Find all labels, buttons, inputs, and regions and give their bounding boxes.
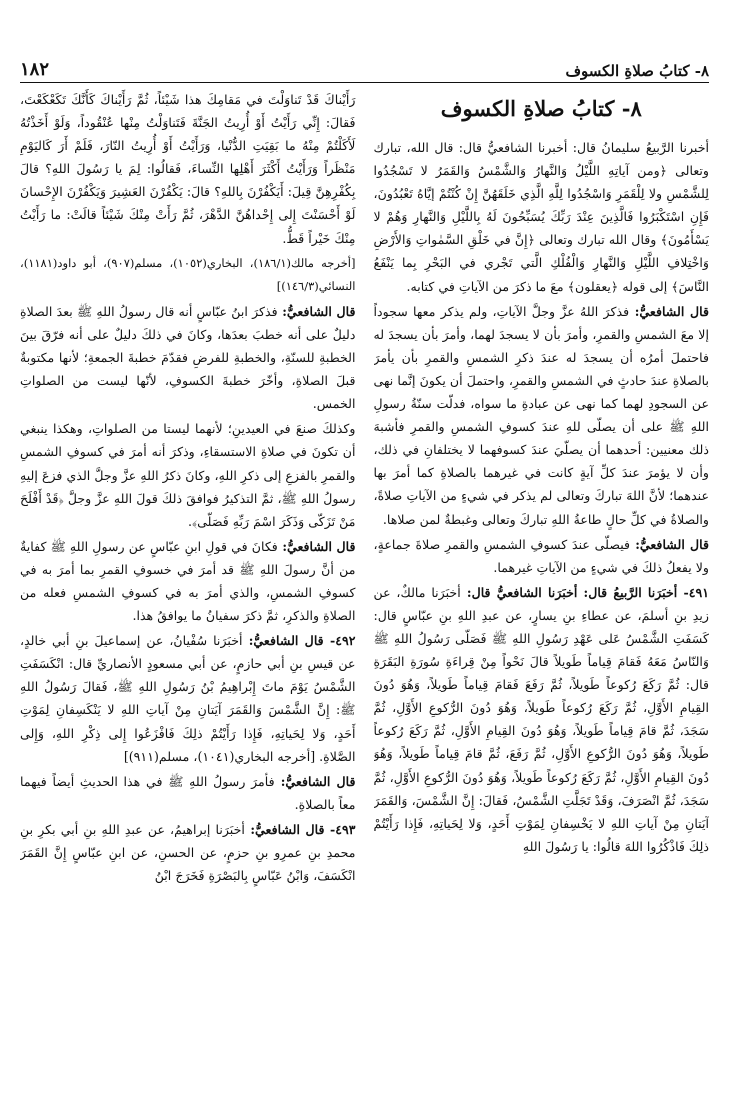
- paragraph: [20, 818, 356, 887]
- paragraph: [374, 533, 710, 579]
- paragraph-text: فيصلّى عندَ كسوفِ الشمسِ والقمرِ صلاةَ جماعةٍ، ولا يفعلُ ذلكَ في شيءٍ من الآياتِ غيرهما.: [373, 536, 709, 575]
- chapter-title: ٨- كتابُ صلاةِ الكسوف: [440, 96, 642, 121]
- paragraph: [20, 88, 356, 250]
- paragraph-text: [أخرجه مالك(١٨٦/١)، البخاري(١٠٥٢)، مسلم(٩٠٧)، أبو داود(١١٨١)، النسائي(١٤٦/٣)]: [20, 255, 356, 293]
- paragraph-text: فكانَ في قولِ ابنِ عبّاسٍ عن رسولِ اللهِ ﷺ كفايةٌ من أنَّ رسولَ اللهِ ﷺ قد أمرَ في خسوفِ القمرِ بما أمرَ به في كسوفِ الشمسِ، والذي أمرَ به في كسوفِ الشمسِ فعله من الصلاةِ والذكرِ، ثمَّ ذكرَ سفيانُ ما يوافقُ هذا.: [20, 538, 356, 624]
- paragraph-text: أخبَرَنا مالكٌ، عن زيدِ بنِ أسلمَ، عن عطاءِ بنِ يسارٍ، عن عبدِ اللهِ بنِ عبّاسٍ قال: كَسَفَتِ الشَّمْسُ عَلى عَهْدِ رَسُولِ اللهِ ﷺ فَصَلّى رَسُولُ اللهِ ﷺ وَالنّاسُ مَعَهُ فَقامَ قِياماً طَويلاً قالَ نَحْواً مِنْ قِراءَةِ سُورَةِ البَقَرَةِ قال: ثُمَّ رَكَعَ رُكوعاً طَويلاً، ثُمَّ رَفَعَ فَقامَ قِياماً طَويلاً، وَهُوَ دُونَ القِيامِ الأَوَّلِ، ثُمَّ رَكَعَ رُكوعاً طَويلاً، وَهُوَ دُونَ الرُّكوعِ الأَوَّلِ، ثُمَّ سَجَدَ، ثُمَّ قامَ قِياماً طَويلاً، وَهُوَ دُونَ القِيامِ الأَوَّلِ، ثُمَّ رَكَعَ رُكوعاً طَويلاً، وَهُوَ دُونَ الرُّكوعِ الأَوَّلِ، ثُمَّ رَفَعَ، ثُمَّ قامَ قِياماً طَويلاً، وَهُوَ دُونَ القِيامِ الأَوَّلِ، ثُمَّ رَكَعَ رُكوعاً طَويلاً، وَهُوَ دُونَ الرُّكوعِ الأَوَّلِ، ثُمَّ سَجَدَ، ثُمَّ انْصَرَفَ، وَقَدْ تَجَلَّتِ الشَّمْسُ، فَقالَ: إِنَّ الشَّمْسَ، وَالقَمَرَ آيَتانِ مِنْ آياتِ اللهِ لا يَخْسِفانِ لِمَوْتِ أَحَدٍ، وَلا لِحَياتِهِ، فَإِذا رَأَيْتُمْ ذلِكَ فَاذْكُرُوا اللهَ قالُوا: يا رَسُولَ اللهِ: [373, 584, 709, 854]
- paragraph-lead: ٤٩٢- قال الشافعيُّ:: [242, 633, 356, 649]
- paragraph-lead: قال الشافعيُّ:: [629, 303, 709, 319]
- paragraph-lead: قال الشافعيُّ:: [277, 303, 356, 319]
- paragraph-lead: قال الشافعيُّ:: [630, 536, 709, 552]
- paragraph: [374, 136, 710, 298]
- paragraph-text: وكذلكَ صنعَ في العيدينِ؛ لأنهما ليستا من الصلواتِ، وهكذا ينبغي أن تكونَ في صلاةِ الاستسقاءِ، وذكرَ أنه أمرَ في كسوفِ الشمسِ والقمرِ بالفزعِ إلى ذكرِ اللهِ، وكانَ ذكرُ اللهِ عزَّ وجلَّ الذي فزعَ إليهِ رسولُ اللهِ ﷺ، ثمَّ التذكيرُ فوافقَ ذلكَ قولَ اللهِ عزَّ وجلَّ ﴿قَدْ أَفْلَحَ مَنْ تَزَكّى وَذَكَرَ اسْمَ رَبِّهِ فَصَلّى﴾.: [20, 421, 356, 529]
- paragraph-lead: قال الشافعيُّ:: [277, 538, 356, 554]
- paragraph-lead: قال الشافعيُّ:: [274, 773, 356, 789]
- paragraph: [374, 581, 710, 858]
- paragraph-text: فأمرَ رسولُ اللهِ ﷺ في هذا الحديثِ أيضاً فيهما معاً بالصلاةِ.: [20, 773, 356, 812]
- paragraph: [20, 629, 356, 768]
- paragraph-text: فذكرَ اللهُ عزَّ وجلَّ الآياتِ، ولم يذكر معها سجوداً إلا معَ الشمسِ والقمرِ، وأمرَ بأن لا يسجدَ لهما، وأمرَ بأن يسجدَ له فاحتملَ أمرُه أن يسجدَ له عندَ ذكرِ الشمسِ والقمرِ بأن يأمرَ بالصلاةِ عندَ حادثٍ في الشمسِ والقمرِ، واحتملَ أن يكونَ إنَّما نهى عن السجودِ لهما كما نهى عن عبادةِ ما سواه، فدلّت سنّةُ رسولِ اللهِ ﷺ على أن يصلّى للهِ عندَ كسوفِ الشمسِ والقمرِ فأشبهَ ذلك معنيين: أحدهما أن يصلّيَ عندَ كسوفهما لا يختلفانِ في ذلك، وأن لا يؤمرَ عندَ كلِّ آيةٍ كانت في غيرهما بالصلاةِ كما أمرَ بها عندهما؛ لأنَّ اللهَ تباركَ وتعالى لم يذكر في شيءٍ من الآياتِ صلاةً، والصلاةُ في كلِّ حالٍ طاعةُ اللهِ تباركَ وتعالى وغبطةٌ لمن صلاها.: [373, 303, 709, 527]
- right-column: [374, 88, 710, 1097]
- paragraph-text: رَأَيْناكَ قَدْ تَناوَلْتَ في مَقامِكَ هذا شَيْئاً، ثُمَّ رَأَيْناكَ كَأَنَّكَ تَكَعْكَعْتَ، فَقالَ: إِنِّي رَأَيْتُ أَوْ أُرِيتُ الجَنَّةَ فَتَناوَلْتُ مِنْها عُنْقُوداً، وَلَوْ أَخَذْتُهُ لَأَكَلْتُمْ مِنْهُ ما بَقِيَتِ الدُّنْيا، وَرَأَيْتُ أَوْ أُرِيتُ النّارَ، فَلَمْ أَرَ كَاليَوْمِ مَنْظَراً وَرَأَيْتُ أَكْثَرَ أَهْلِها النِّساءَ، فَقالُوا: لِمَ يا رَسُولَ اللهِ؟ قالَ بِكُفْرِهِنَّ قِيلَ: أَيَكْفُرْنَ بِاللهِ؟ قالَ: يَكْفُرْنَ العَشِيرَ وَيَكْفُرْنَ الإِحْسانَ لَوْ أَحْسَنْتَ إِلى إِحْداهُنَّ الدَّهْرَ، ثُمَّ رَأَتْ مِنْكَ شَيْئاً قالَتْ: ما رَأَيْتُ مِنْكَ خَيْراً قَطُّ.: [20, 92, 356, 246]
- running-title: ٨- كتابُ صلاةِ الكسوف: [565, 62, 709, 80]
- paragraph: [20, 252, 356, 298]
- paragraph: [374, 300, 710, 531]
- page-number: ١٨٢: [20, 59, 50, 80]
- paragraph-lead: ٤٩٣- قال الشافعيُّ:: [244, 821, 356, 837]
- paragraph-text: أخبَرَنا سُفْيانُ، عن إسماعيلَ بنِ أبي خالدٍ، عن قيسِ بنِ أبي حازمٍ، عن أبي مسعودٍ الأنصاريِّ قال: انْكَسَفَتِ الشَّمْسُ يَوْمَ ماتَ إِبْراهِيمُ بْنُ رَسُولِ اللهِ ﷺ، فَقالَ رَسُولُ اللهِ ﷺ: إِنَّ الشَّمْسَ وَالقَمَرَ آيَتانِ مِنْ آياتِ اللهِ لا يَنْكَسِفانِ لِمَوْتِ أَحَدٍ، وَلا لِحَياتِهِ، فَإِذا رَأَيْتُمْ ذلِكَ فَافْزَعُوا إِلى ذِكْرِ اللهِ، وَإِلى الصَّلاةِ. [أخرجه البخاري(١٠٤١)، مسلم(٩١١)]: [20, 633, 356, 764]
- paragraph-text: أخبَرَنا إبراهيمُ، عن عبدِ اللهِ بنِ أبي بكرِ بنِ محمدِ بنِ عمرِو بنِ حزمٍ، عن الحسنِ، عن ابنِ عبّاسٍ إِنَّ القَمَرَ انْكَسَفَ، وَابْنُ عَبّاسٍ بِالبَصْرَةِ فَخَرَجَ ابْنُ: [20, 821, 356, 884]
- left-column: [20, 88, 356, 1097]
- page-header: [20, 54, 709, 83]
- paragraph: [20, 417, 356, 532]
- paragraph: [20, 300, 356, 415]
- paragraph-lead: ٤٩١- أخبَرَنا الرَّبيعُ قال: أخبَرَنا الشافعيُّ قال:: [460, 584, 709, 600]
- paragraph: [20, 535, 356, 627]
- paragraph-text: فذكرَ ابنُ عبّاسٍ أنه قال رسولُ اللهِ ﷺ بعدَ الصلاةِ دليلٌ على أنه خطبَ بعدَها، وكانَ في ذلكَ دليلٌ على أنه فرّقَ بينَ الخطبةِ للسنّةِ، والخطبةِ للفرضِ فقدّمَ خطبةَ الجمعةِ؛ لأنها مكتوبةٌ قبلَ الصلاةِ، وأخّرَ خطبةَ الكسوفِ، لأنّها ليست من الصلواتِ الخمس.: [20, 303, 356, 412]
- paragraph-text: أخبرنا الرَّبيعُ سليمانُ قال: أخبرنا الشافعيُّ قال: قال الله، تبارك وتعالى ﴿ومن آياتِهِ اللَّيْلُ وَالنَّهارُ وَالشَّمْسُ وَالقَمَرُ لا تَسْجُدُوا لِلشَّمْسِ ولا لِلْقَمَرِ وَاسْجُدُوا لِلَّهِ الَّذِي خَلَقَهُنَّ إِنْ كُنْتُمْ إيَّاهُ تَعْبُدُونَ، فَإِنِ اسْتَكْبَرُوا فَالَّذِينَ عِنْدَ رَبِّكَ يُسَبِّحُونَ لَهُ بِاللَّيْلِ وَالنَّهارِ وَهُمْ لا يَسْأَمُونَ﴾ وقال الله تبارك وتعالى ﴿إِنَّ في خَلْقِ السَّمٰواتِ وَالأَرْضِ وَاخْتِلافِ اللَّيْلِ وَالنَّهارِ وَالْفُلْكِ الَّتي تَجْري في البَحْرِ بِما يَنْفَعُ النَّاسَ﴾ إلى قوله ﴿يعقلون﴾ معَ ما ذكرَ من الآياتِ في كتابه.: [373, 140, 709, 294]
- text-columns: [20, 88, 709, 1097]
- paragraph: [20, 770, 356, 816]
